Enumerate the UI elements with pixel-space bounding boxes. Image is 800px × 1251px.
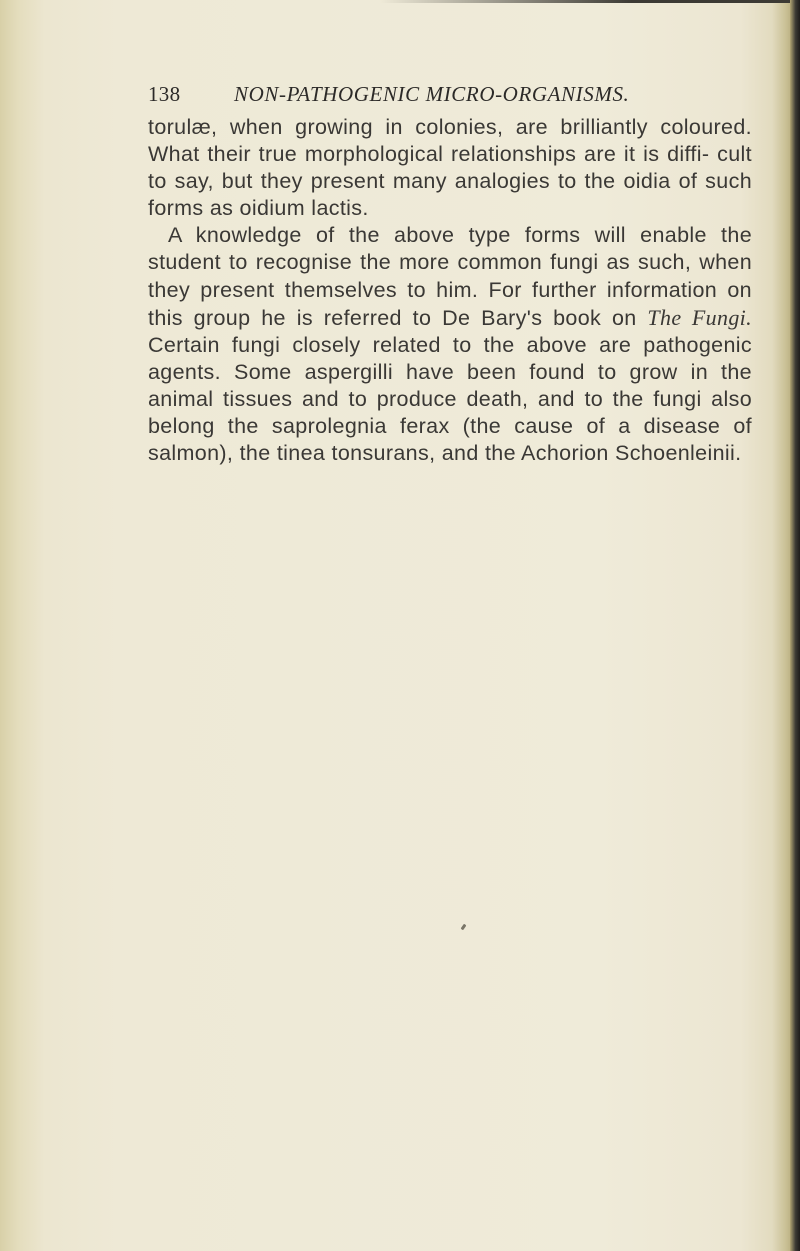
paragraph-text: A knowledge of the above type forms will enable the student to recognise the more common fungi as such, when they present themselves to him. For further information on this group he is referred to De Bary's book on — [148, 223, 752, 330]
running-title: NON-PATHOGENIC MICRO-ORGANISMS. — [234, 82, 630, 106]
page-header — [148, 82, 708, 112]
page-number: 138 — [148, 82, 181, 106]
paragraph — [148, 222, 752, 467]
book-title-italic: The Fungi. — [647, 304, 752, 330]
body-text — [148, 114, 752, 467]
paper-speck — [461, 924, 467, 931]
page-edge-shadow — [790, 0, 800, 1251]
page-top-shadow — [380, 0, 800, 3]
paragraph — [148, 114, 752, 222]
paragraph-text: torulæ, when growing in colonies, are brilliantly coloured. What their true morphological relationships are it is diffi- cult to say, but they present many analogies to the oidia of such forms as oidium lactis. — [148, 115, 752, 221]
paragraph-text: Certain fungi closely related to the above are pathogenic agents. Some aspergilli have been found to grow in the animal tissues and to produce death, and to the fungi also belong the saprolegnia ferax (the cause of a disease of salmon), the tinea tonsurans, and the Achorion Schoenleinii. — [148, 332, 752, 466]
